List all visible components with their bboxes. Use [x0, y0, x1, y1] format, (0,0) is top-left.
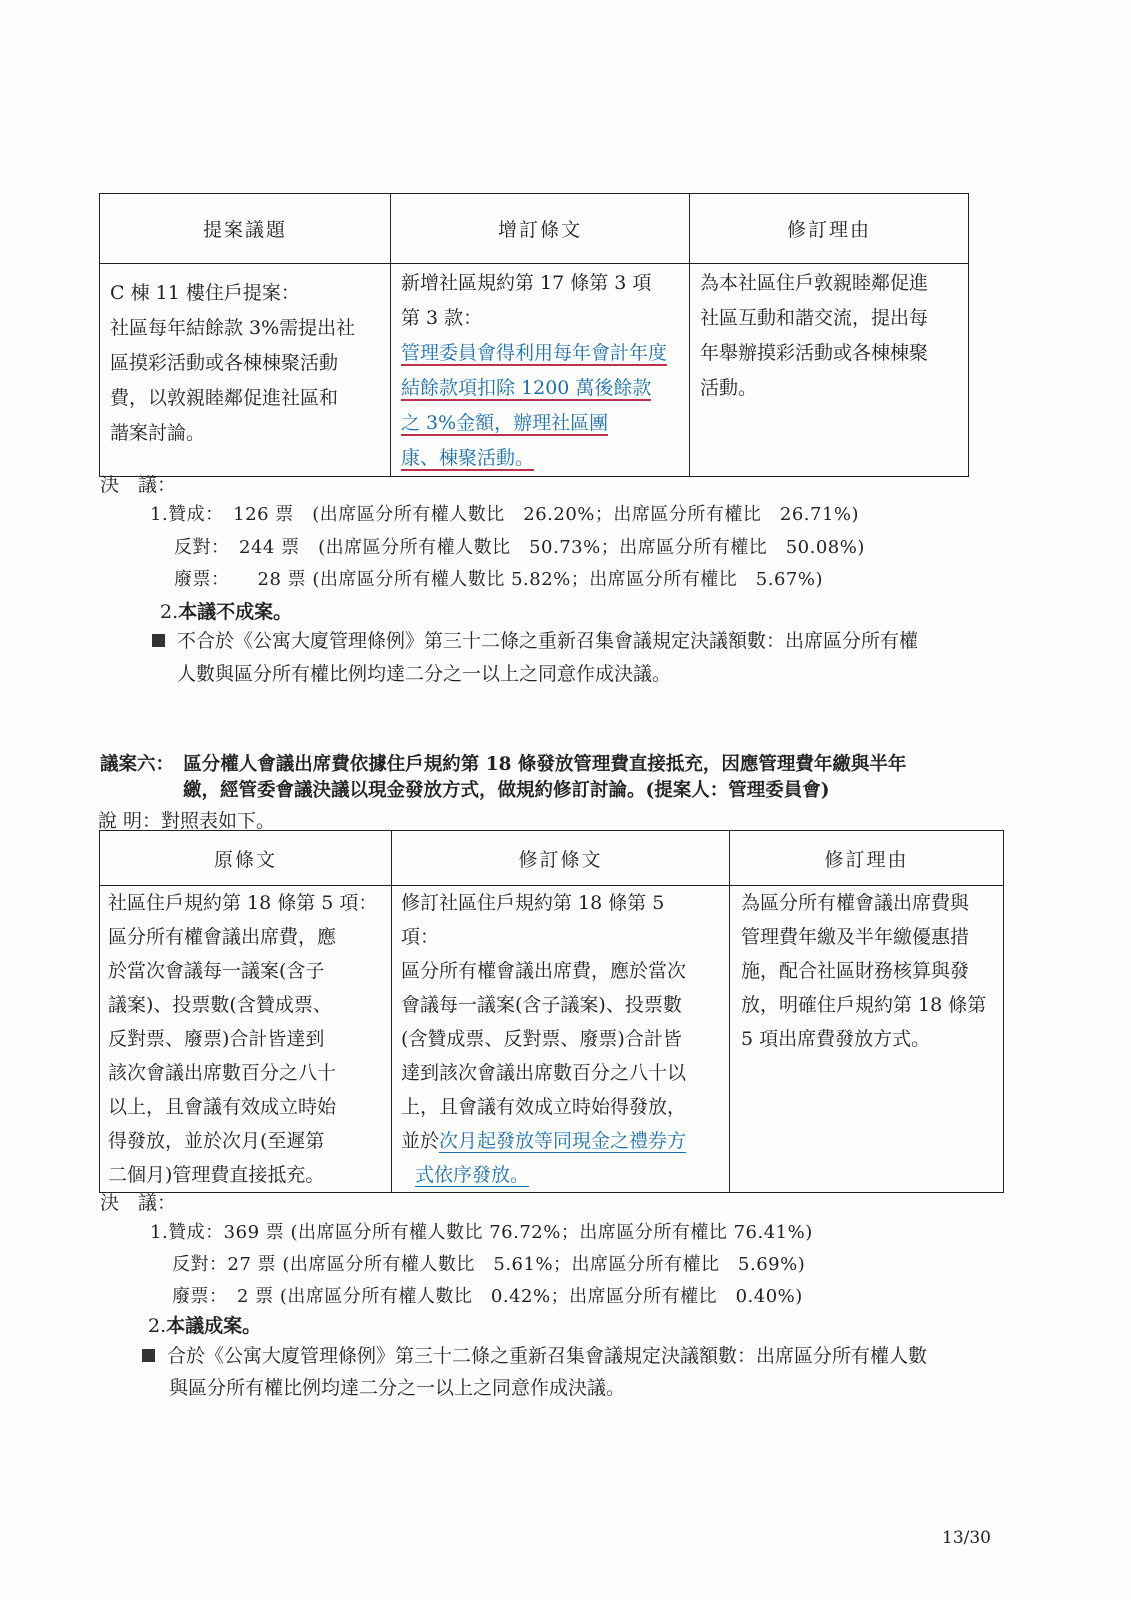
- table-1-added-article-cell: [391, 264, 690, 477]
- table-2-header-revised: 修訂條文: [392, 831, 730, 886]
- text-line: 第 3 款：: [401, 307, 483, 329]
- resolution-2-label: 決 議：: [100, 1192, 177, 1214]
- revised-text: 式依序發放。: [415, 1164, 530, 1186]
- text-line: 修訂社區住戶規約第 18 條第 5: [401, 892, 665, 914]
- text-line: 於當次會議每一議案(含子: [108, 960, 325, 982]
- text-line: 上，且會議有效成立時始得發放，: [401, 1096, 687, 1118]
- text-line: 年舉辦摸彩活動或各棟棟聚: [700, 342, 929, 364]
- table-1: [99, 193, 969, 477]
- text-line: 社區互動和諧交流，提出每: [700, 307, 929, 329]
- revised-text: 次月起發放等同現金之禮券方: [439, 1130, 687, 1152]
- result-text: 本議成案。: [166, 1315, 262, 1337]
- text-line: 二個月)管理費直接抵充。: [108, 1164, 325, 1186]
- result-text: 本議不成案。: [178, 601, 293, 623]
- text-line: 為本社區住戶敦親睦鄰促進: [700, 272, 929, 294]
- text-line: 該次會議出席數百分之八十: [108, 1062, 337, 1084]
- page-number: 13/30: [942, 1528, 991, 1548]
- resolution-1-note-line-1: 不合於《公寓大廈管理條例》第三十二條之重新召集會議規定決議額數：出席區分所有權: [152, 626, 918, 653]
- table-1-header-added-article: 增訂條文: [391, 194, 690, 264]
- resolution-1-note-line-2: 人數與區分所有權比例均達二分之一以上之同意作成決議。: [177, 663, 672, 685]
- table-1-reason-cell: [690, 264, 969, 477]
- resolution-2-vote-invalid: 廢票： 2 票 (出席區分所有權人數比 0.42%；出席區分所有權比 0.40%): [172, 1286, 803, 1307]
- text-line: 諧案討論。: [110, 422, 206, 444]
- table-2-header-reason: 修訂理由: [730, 831, 1004, 886]
- text-line: 費，以敦親睦鄰促進社區和: [110, 387, 339, 409]
- resolution-2-vote-against: 反對：27 票 (出席區分所有權人數比 5.61%；出席區分所有權比 5.69%): [172, 1254, 806, 1275]
- resolution-1-vote-for: 1.贊成： 126 票 (出席區分所有權人數比 26.20%；出席區分所有權比 26.71%): [150, 504, 860, 525]
- proposal-6-explain: 說 明：對照表如下。: [98, 810, 276, 832]
- table-2-original-cell: [100, 886, 392, 1193]
- text-fragment: 並於: [401, 1130, 440, 1152]
- table-2-revised-cell: [392, 886, 730, 1193]
- text-line: 新增社區規約第 17 條第 3 項: [401, 272, 652, 294]
- added-text: 結餘款項扣除 1200 萬後餘款: [401, 377, 652, 399]
- resolution-1-vote-invalid: 廢票： 28 票 (出席區分所有權人數比 5.82%；出席區分所有權比 5.67%): [174, 569, 823, 590]
- text-line: 達到該次會議出席數百分之八十以: [401, 1062, 687, 1084]
- table-2: [99, 830, 1004, 1193]
- resolution-1-result: 2.本議不成案。: [160, 601, 293, 623]
- text-line: 施，配合社區財務核算與發: [741, 960, 970, 982]
- text-line: 區分所有權會議出席費，應於當次: [401, 960, 687, 982]
- resolution-2-result: 2.本議成案。: [148, 1315, 262, 1337]
- text-line: 會議每一議案(含子議案)、投票數: [401, 994, 682, 1016]
- proposal-6-title-line-2: 繳，經管委會議決議以現金發放方式，做規約修訂討論。(提案人：管理委員會): [183, 780, 830, 801]
- resolution-2-note-line-1: 合於《公寓大廈管理條例》第三十二條之重新召集會議規定決議額數：出席區分所有權人數: [142, 1341, 927, 1368]
- added-text: 之 3%金額，辦理社區團: [401, 412, 609, 434]
- text-line: 區摸彩活動或各棟棟聚活動: [110, 352, 339, 374]
- table-1-proposal-cell: [100, 264, 391, 477]
- text-line: 管理費年繳及半年繳優惠措: [741, 926, 970, 948]
- text-line: 反對票、廢票)合計皆達到: [108, 1028, 325, 1050]
- proposal-6-title-line-1: 議案六： 區分權人會議出席費依據住戶規約第 18 條發放管理費直接抵充，因應管理費年繳與半年: [100, 754, 907, 775]
- text-line: C 棟 11 樓住戶提案：: [110, 282, 300, 304]
- text-line: 得發放，並於次月(至遲第: [108, 1130, 325, 1152]
- text-line: (含贊成票、反對票、廢票)合計皆: [401, 1028, 682, 1050]
- text-line: 以上，且會議有效成立時始: [108, 1096, 337, 1118]
- text-line: 議案)、投票數(含贊成票、: [108, 994, 332, 1016]
- square-bullet-icon: [142, 1349, 155, 1362]
- text-line: 社區住戶規約第 18 條第 5 項：: [108, 892, 378, 914]
- table-2-header-original: 原條文: [100, 831, 392, 886]
- added-text: 康、棟聚活動。: [401, 447, 535, 469]
- resolution-1-label: 決 議：: [100, 474, 177, 496]
- text-line: 社區每年結餘款 3%需提出社: [110, 317, 356, 339]
- text-line: 放，明確住戶規約第 18 條第: [741, 994, 987, 1016]
- text-line: 項：: [401, 926, 440, 948]
- text-line: 活動。: [700, 377, 758, 399]
- text-line: 區分所有權會議出席費，應: [108, 926, 337, 948]
- square-bullet-icon: [152, 634, 165, 647]
- resolution-2-note-line-2: 與區分所有權比例均達二分之一以上之同意作成決議。: [169, 1377, 626, 1399]
- resolution-1-vote-against: 反對： 244 票 (出席區分所有權人數比 50.73%；出席區分所有權比 50.08%): [174, 537, 865, 558]
- table-2-reason-cell: [730, 886, 1004, 1193]
- added-text: 管理委員會得利用每年會計年度: [401, 342, 668, 364]
- table-1-header-reason: 修訂理由: [690, 194, 969, 264]
- resolution-2-vote-for: 1.贊成：369 票 (出席區分所有權人數比 76.72%；出席區分所有權比 76.41%): [150, 1222, 813, 1243]
- text-line: 為區分所有權會議出席費與: [741, 892, 970, 914]
- text-line: 5 項出席費發放方式。: [741, 1028, 931, 1050]
- table-1-header-proposal: 提案議題: [100, 194, 391, 264]
